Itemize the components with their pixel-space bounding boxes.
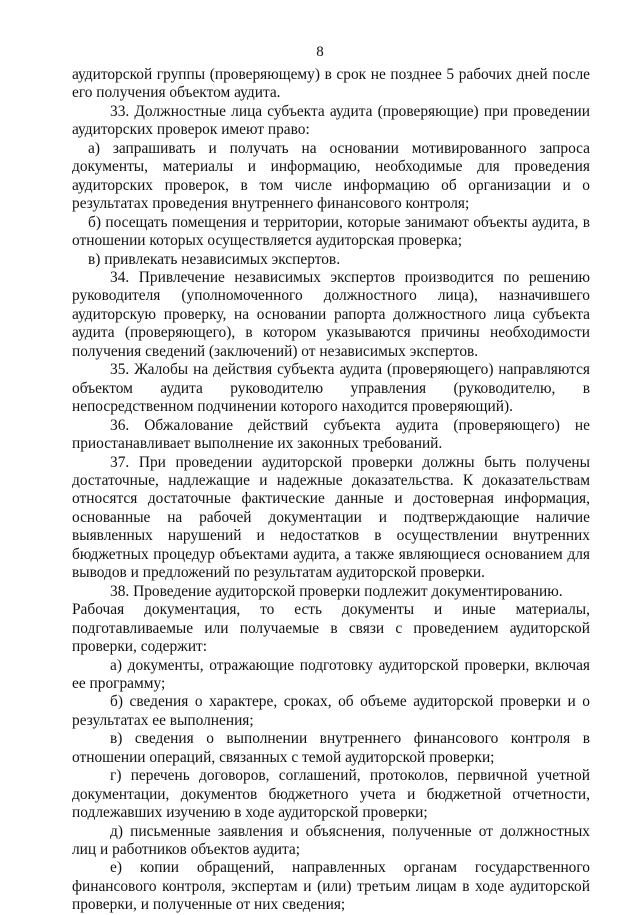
paragraph: 33. Должностные лица субъекта аудита (проверяющие) при проведении аудиторских проверок имеют право: <box>72 102 590 139</box>
document-body <box>72 66 590 915</box>
paragraph: 35. Жалобы на действия субъекта аудита (проверяющего) направляются объектом аудита руководителю управления (руководителю, в непосредственном подчинении которого находится проверяющий). <box>72 361 590 416</box>
paragraph: б) сведения о характере, сроках, об объеме аудиторской проверки и о результатах ее выполнения; <box>72 693 590 729</box>
paragraph: в) сведения о выполнении внутреннего финансового контроля в отношении операций, связанных с темой аудиторской проверки; <box>72 730 590 766</box>
paragraph: 36. Обжалование действий субъекта аудита (проверяющего) не приостанавливает выполнение их законных требований. <box>72 416 590 453</box>
paragraph: е) копии обращений, направленных органам государственного финансового контроля, экспертам и (или) третьим лицам в ходе аудиторской проверки, и полученные от них сведения; <box>72 859 590 914</box>
paragraph: а) документы, отражающие подготовку аудиторской проверки, включая ее программу; <box>72 656 590 692</box>
paragraph: г) перечень договоров, соглашений, протоколов, первичной учетной документации, документов бюджетного учета и бюджетной отчетности, подлежавших изучению в ходе аудиторской проверки; <box>72 767 590 822</box>
paragraph: Рабочая документация, то есть документы и иные материалы, подготавливаемые или получаемые в связи с проведением аудиторской проверки, содержит: <box>72 601 590 656</box>
paragraph: в) привлекать независимых экспертов. <box>88 250 341 268</box>
paragraph: 38. Проведение аудиторской проверки подлежит документированию. <box>110 582 563 600</box>
paragraph: д) письменные заявления и объяснения, полученные от должностных лиц и работников объектов аудита; <box>72 822 590 859</box>
page-number: 8 <box>316 44 324 60</box>
paragraph: 34. Привлечение независимых экспертов производится по решению руководителя (уполномоченного должностного лица), назначившего аудиторскую проверку, на основании рапорта должностного лица субъекта аудита (проверяющего), в котором указываются причины необходимости получения сведений (заключений) от независимых экспертов. <box>72 268 590 360</box>
paragraph: а) запрашивать и получать на основании мотивированного запроса документы, материалы и информацию, необходимые для проведения аудиторских проверок, в том числе информацию об организации и о результатах проведения внутреннего финансового контроля; <box>72 139 590 213</box>
paragraph: аудиторской группы (проверяющему) в срок не позднее 5 рабочих дней после его получения объектом аудита. <box>72 66 590 102</box>
paragraph: 37. При проведении аудиторской проверки должны быть получены достаточные, надлежащие и надежные доказательства. К доказательствам относятся достаточные фактические данные и достоверная информация, основанные на рабочей документации и подтверждающие наличие выявленных нарушений и недостатков в осуществлении внутренних бюджетных процедур объектами аудита, а также являющиеся основанием для выводов и предложений по результатам аудиторской проверки. <box>72 453 590 582</box>
paragraph: б) посещать помещения и территории, которые занимают объекты аудита, в отношении которых осуществляется аудиторская проверка; <box>72 213 590 250</box>
